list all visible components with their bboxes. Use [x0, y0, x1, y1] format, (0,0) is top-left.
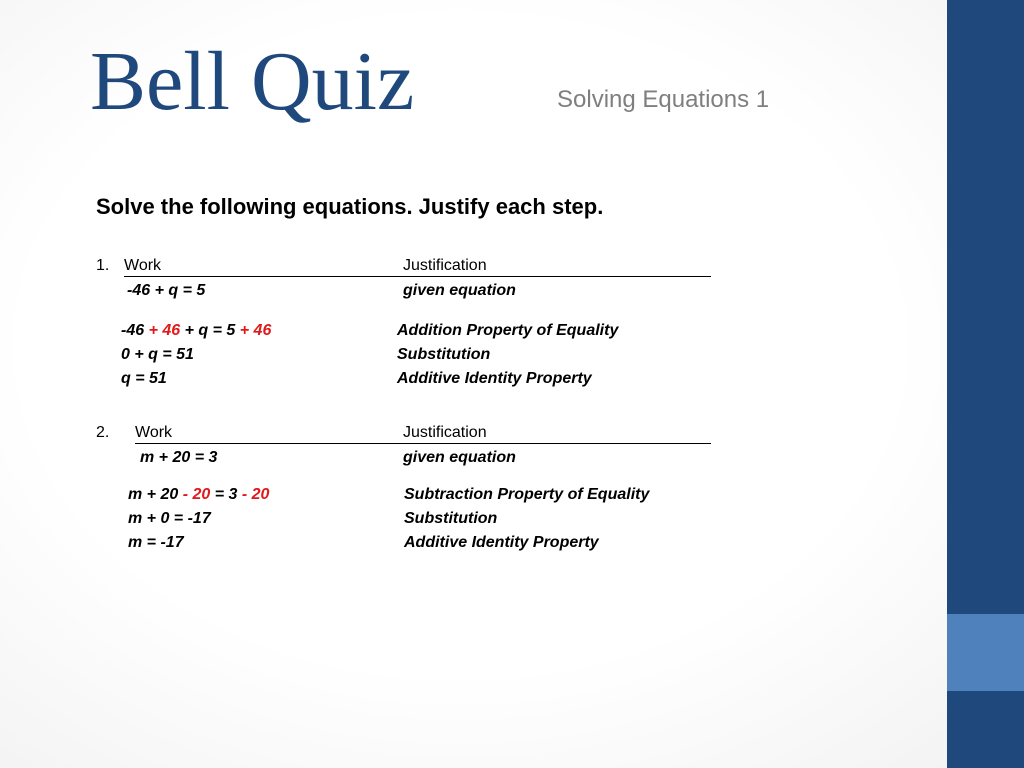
step-justification: Subtraction Property of Equality: [404, 486, 650, 503]
step-justification: Addition Property of Equality: [397, 322, 619, 339]
given-work: m + 20 = 3: [140, 449, 218, 466]
work-highlight: - 20: [182, 486, 211, 503]
justification-header: Justification: [403, 257, 487, 274]
slide-title: Bell Quiz: [90, 35, 415, 128]
given-justification: given equation: [403, 449, 516, 466]
problem-number: 1.: [96, 257, 110, 274]
step-justification: Additive Identity Property: [397, 370, 592, 387]
step-work: [121, 322, 271, 340]
header-underline: [135, 443, 711, 444]
work-part: = 3: [210, 486, 242, 503]
work-part: m + 20: [128, 486, 183, 503]
step-work: q = 51: [121, 370, 167, 387]
given-justification: given equation: [403, 282, 516, 299]
header-underline: [124, 276, 711, 277]
step-justification: Additive Identity Property: [404, 534, 599, 551]
step-work: m = -17: [128, 534, 184, 551]
step-justification: Substitution: [397, 346, 491, 363]
work-part: + q = 5: [180, 322, 240, 339]
work-highlight: + 46: [239, 322, 272, 339]
step-work: m + 0 = -17: [128, 510, 211, 527]
work-header: Work: [124, 257, 162, 274]
justification-header: Justification: [403, 424, 487, 441]
sidebar-accent-block: [947, 614, 1024, 691]
instruction-text: Solve the following equations. Justify each step.: [96, 194, 604, 219]
step-work: [128, 486, 269, 504]
problem-number: 2.: [96, 424, 110, 441]
slide-subtitle: Solving Equations 1: [557, 86, 770, 113]
step-work: 0 + q = 51: [121, 346, 194, 363]
work-highlight: - 20: [241, 486, 270, 503]
work-part: -46: [121, 322, 149, 339]
work-header: Work: [135, 424, 173, 441]
given-work: -46 + q = 5: [127, 282, 206, 299]
step-justification: Substitution: [404, 510, 498, 527]
work-highlight: + 46: [148, 322, 181, 339]
